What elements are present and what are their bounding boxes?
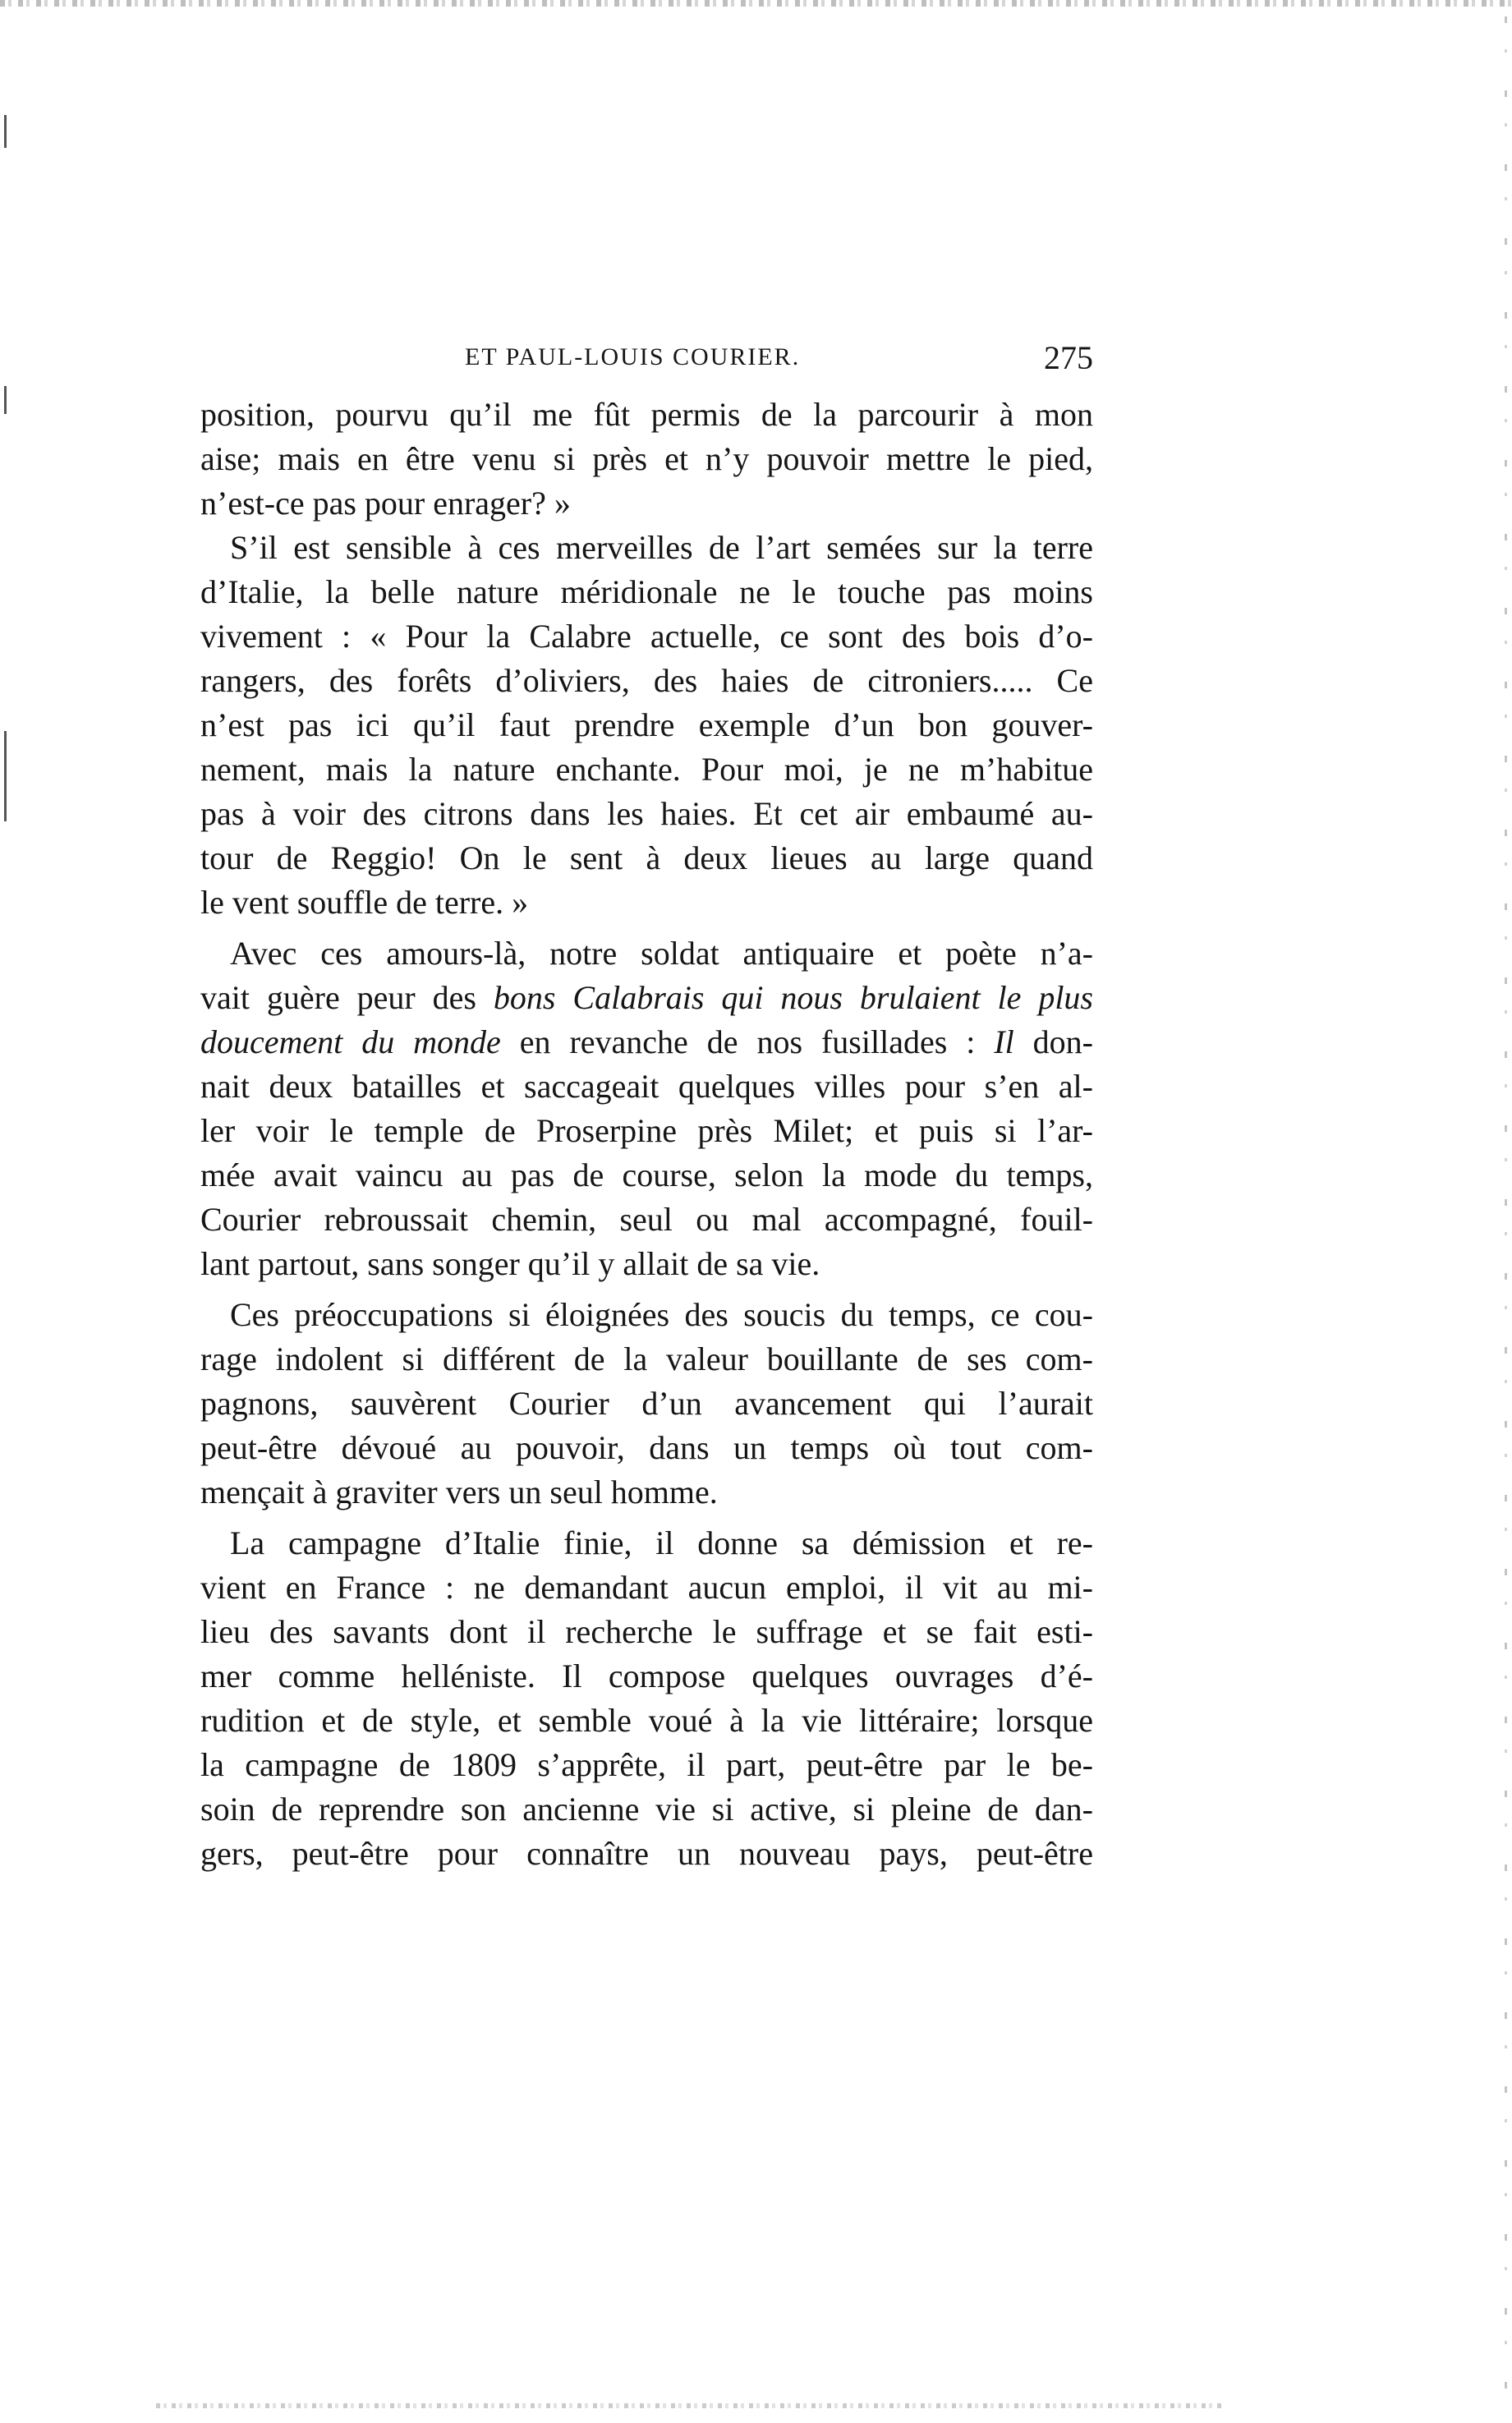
text-line xyxy=(200,1020,1093,1064)
page-number: 275 xyxy=(1044,339,1093,376)
text-line: mée avait vaincu au pas de course, selon la mode du temps, xyxy=(200,1156,1093,1193)
text-line: lant partout, sans songer qu’il y allait de sa vie. xyxy=(200,1245,820,1282)
text-line: vient en France : ne demandant aucun emploi, il vit au mi- xyxy=(200,1569,1093,1606)
text-line: mer comme helléniste. Il compose quelques ouvrages d’é- xyxy=(200,1657,1093,1694)
scan-border-top xyxy=(0,0,1512,7)
scan-mark xyxy=(4,731,7,821)
text-segment: en revanche de nos fusillades : xyxy=(500,1023,995,1060)
scan-mark xyxy=(4,115,7,148)
scan-border-right xyxy=(1505,16,1507,2398)
text-line: la campagne de 1809 s’apprête, il part, peut-être par le be- xyxy=(200,1746,1093,1783)
text-line xyxy=(200,976,1093,1020)
text-line: nement, mais la nature enchante. Pour moi, je ne m’habitue xyxy=(200,751,1093,788)
italic-quote: Il xyxy=(994,1023,1014,1060)
body-text xyxy=(200,393,1093,1876)
running-title: ET PAUL-LOUIS COURIER. xyxy=(465,343,801,370)
text-line: tour de Reggio! On le sent à deux lieues au large quand xyxy=(200,839,1093,876)
text-line: Courier rebroussait chemin, seul ou mal accompagné, fouil- xyxy=(200,1201,1093,1238)
text-line: rage indolent si différent de la valeur bouillante de ses com- xyxy=(200,1340,1093,1377)
text-line: mençait à graviter vers un seul homme. xyxy=(200,1474,718,1510)
running-head xyxy=(200,338,1093,378)
text-line: pagnons, sauvèrent Courier d’un avancement qui l’aurait xyxy=(200,1385,1093,1422)
text-line: rudition et de style, et semble voué à la vie littéraire; lorsque xyxy=(200,1702,1093,1739)
scan-border-bottom xyxy=(156,2403,1224,2408)
text-line: Ces préoccupations si éloignées des soucis du temps, ce cou- xyxy=(230,1296,1093,1333)
text-line: le vent souffle de terre. » xyxy=(200,884,529,921)
text-line: position, pourvu qu’il me fût permis de la parcourir à mon xyxy=(200,396,1093,433)
text-segment: vait guère peur des xyxy=(200,979,494,1016)
italic-quote: bons Calabrais qui nous brulaient le plus xyxy=(493,979,1093,1016)
text-line: aise; mais en être venu si près et n’y pouvoir mettre le pied, xyxy=(200,440,1093,477)
text-line: soin de reprendre son ancienne vie si active, si pleine de dan- xyxy=(200,1791,1093,1828)
text-line: lieu des savants dont il recherche le suffrage et se fait esti- xyxy=(200,1613,1093,1650)
text-line: n’est pas ici qu’il faut prendre exemple d’un bon gouver- xyxy=(200,706,1093,743)
italic-quote: doucement du monde xyxy=(200,1023,501,1060)
scan-mark xyxy=(4,386,7,414)
text-line: peut-être dévoué au pouvoir, dans un temps où tout com- xyxy=(200,1429,1093,1466)
text-line: La campagne d’Italie finie, il donne sa démission et re- xyxy=(230,1524,1093,1561)
text-line: Avec ces amours-là, notre soldat antiquaire et poète n’a- xyxy=(230,935,1093,972)
text-line: d’Italie, la belle nature méridionale ne le touche pas moins xyxy=(200,573,1093,610)
text-segment: don- xyxy=(1013,1023,1093,1060)
text-line: rangers, des forêts d’oliviers, des haies de citroniers..... Ce xyxy=(200,662,1093,699)
text-line: vivement : « Pour la Calabre actuelle, ce sont des bois d’o- xyxy=(200,618,1093,655)
text-line: n’est-ce pas pour enrager? » xyxy=(200,485,571,522)
text-line: pas à voir des citrons dans les haies. Et cet air embaumé au- xyxy=(200,795,1093,832)
text-line: gers, peut-être pour connaître un nouveau pays, peut-être xyxy=(200,1835,1093,1872)
text-line: ler voir le temple de Proserpine près Milet; et puis si l’ar- xyxy=(200,1112,1093,1149)
text-line: nait deux batailles et saccageait quelques villes pour s’en al- xyxy=(200,1068,1093,1105)
text-line: S’il est sensible à ces merveilles de l’art semées sur la terre xyxy=(230,529,1093,566)
